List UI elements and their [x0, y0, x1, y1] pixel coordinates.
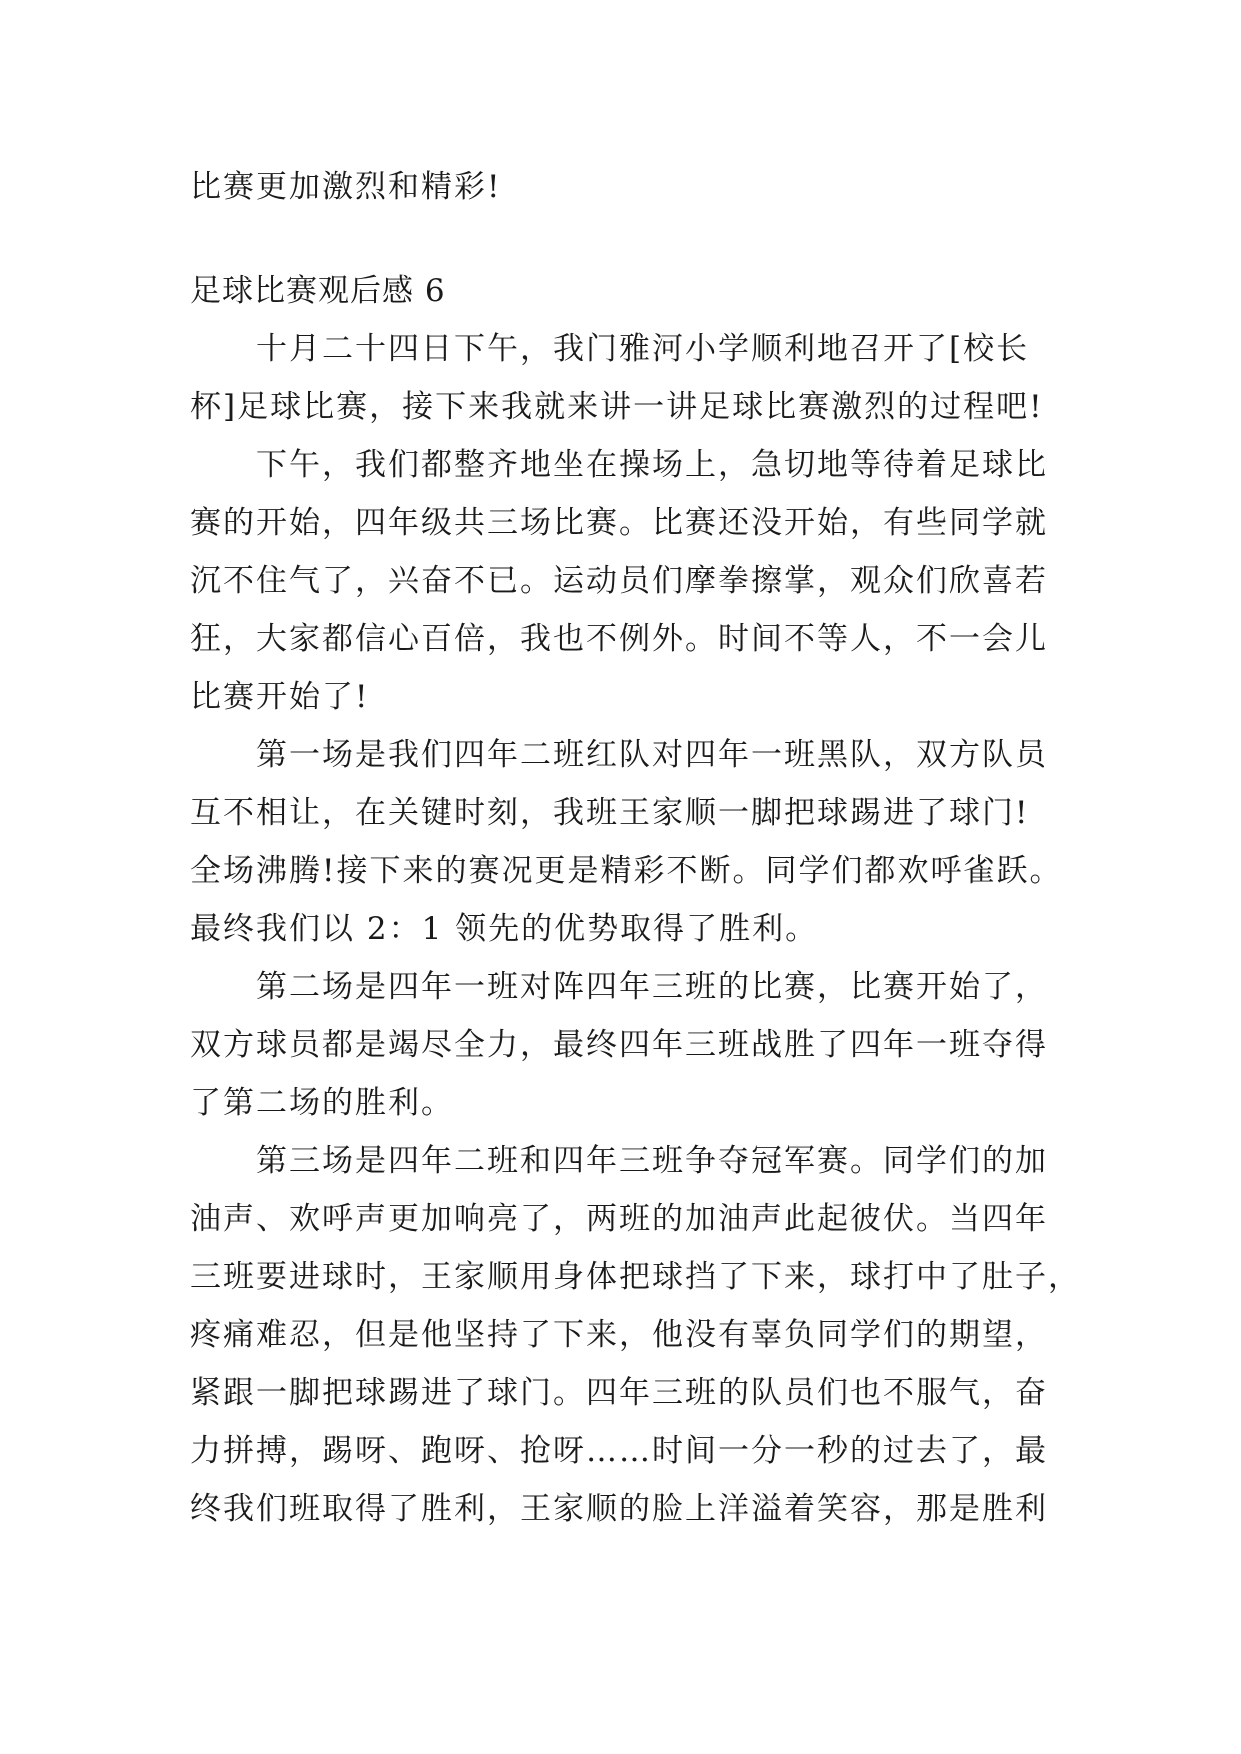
paragraph-line: 沉不住气了，兴奋不已。运动员们摩拳擦掌，观众们欣喜若 [190, 563, 1048, 599]
paragraph-line: 油声、欢呼声更加响亮了，两班的加油声此起彼伏。当四年 [190, 1201, 1048, 1237]
paragraph-line: 第二场是四年一班对阵四年三班的比赛，比赛开始了， [256, 969, 1048, 1005]
paragraph-2 [190, 436, 1060, 726]
essay-heading: 足球比赛观后感 6 [190, 273, 446, 309]
carryover-line: 比赛更加激烈和精彩! [190, 169, 502, 205]
paragraph-5 [190, 1132, 1081, 1538]
paragraph-line: 疼痛难忍，但是他坚持了下来，他没有辜负同学们的期望， [190, 1317, 1048, 1353]
paragraph-line: 十月二十四日下午，我门雅河小学顺利地召开了[校长 [256, 331, 1030, 367]
paragraph-line: 紧跟一脚把球踢进了球门。四年三班的队员们也不服气，奋 [190, 1375, 1048, 1411]
paragraph-line: 终我们班取得了胜利，王家顺的脸上洋溢着笑容，那是胜利 [190, 1491, 1048, 1527]
paragraph-line: 三班要进球时，王家顺用身体把球挡了下来，球打中了肚子， [190, 1259, 1081, 1295]
paragraph-line: 第一场是我们四年二班红队对四年一班黑队，双方队员 [256, 737, 1048, 773]
document-body [190, 158, 1081, 1538]
paragraph-3 [190, 726, 1063, 958]
paragraph-line: 双方球员都是竭尽全力，最终四年三班战胜了四年一班夺得 [190, 1027, 1048, 1063]
paragraph-line: 狂，大家都信心百倍，我也不例外。时间不等人，不一会儿 [190, 621, 1048, 657]
paragraph-line: 互不相让，在关键时刻，我班王家顺一脚把球踢进了球门! [190, 795, 1030, 831]
paragraph-line: 下午，我们都整齐地坐在操场上，急切地等待着足球比 [256, 447, 1048, 483]
paragraph-line: 杯]足球比赛，接下来我就来讲一讲足球比赛激烈的过程吧! [190, 389, 1044, 425]
paragraph-line: 全场沸腾!接下来的赛况更是精彩不断。同学们都欢呼雀跃。 [190, 853, 1063, 889]
paragraph-4 [190, 958, 1060, 1132]
paragraph-line: 第三场是四年二班和四年三班争夺冠军赛。同学们的加 [256, 1143, 1048, 1179]
paragraph-line: 最终我们以 2：1 领先的优势取得了胜利。 [190, 911, 819, 947]
paragraph-1 [190, 320, 1060, 436]
paragraph-line: 力拼搏，踢呀、跑呀、抢呀……时间一分一秒的过去了，最 [190, 1433, 1048, 1469]
paragraph-line: 了第二场的胜利。 [190, 1085, 454, 1121]
paragraph-line: 赛的开始，四年级共三场比赛。比赛还没开始，有些同学就 [190, 505, 1048, 541]
paragraph-line: 比赛开始了! [190, 679, 370, 715]
